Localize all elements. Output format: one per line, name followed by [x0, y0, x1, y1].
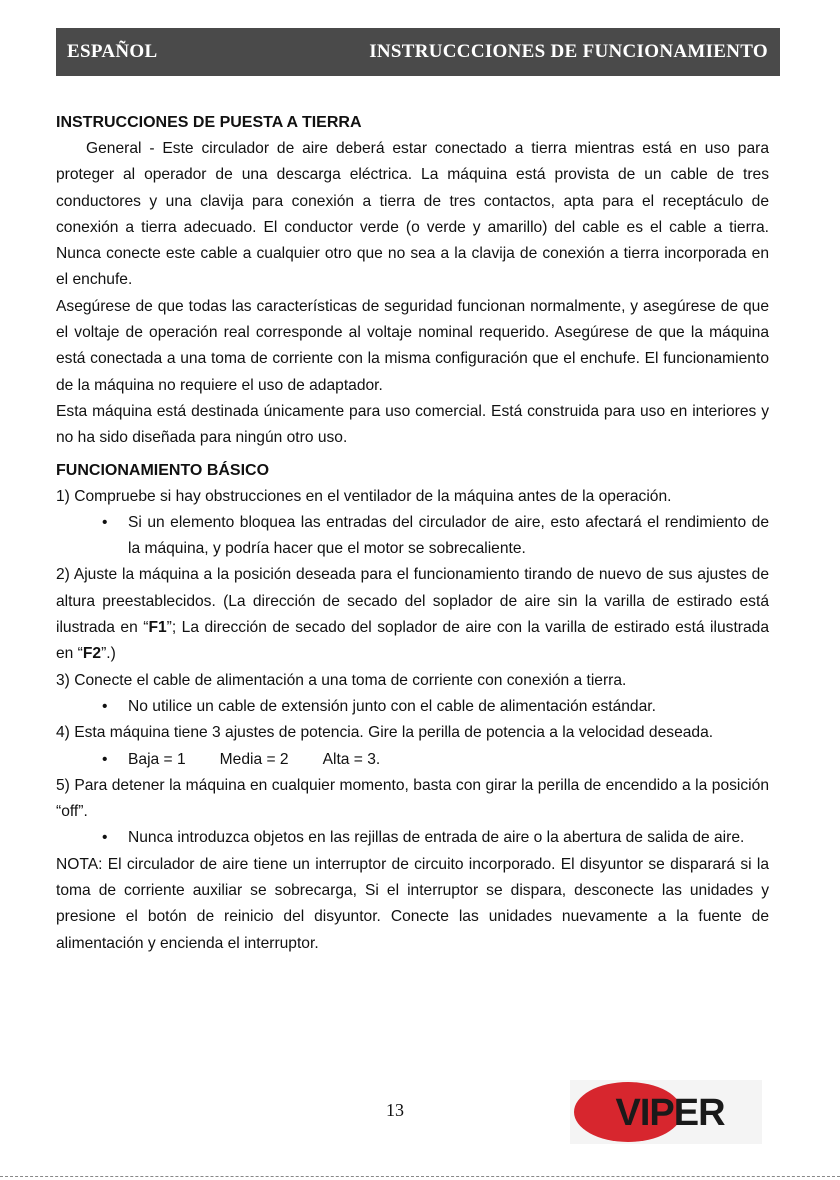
level-low: Baja = 1	[128, 750, 186, 768]
bullet-dot: •	[102, 829, 108, 847]
svg-text:VIPER: VIPER	[615, 1092, 725, 1134]
figure-ref-f1: F1	[148, 619, 167, 637]
step-4: 4) Esta máquina tiene 3 ajustes de potencia. Gire la perilla de potencia a la velocidad deseada.	[56, 724, 714, 742]
footer-divider	[0, 1176, 840, 1177]
grounding-heading: INSTRUCCIONES DE PUESTA A TIERRA	[56, 114, 362, 131]
power-levels	[56, 747, 769, 773]
bullet-dot: •	[102, 750, 108, 768]
note-paragraph: NOTA: El circulador de aire tiene un interruptor de circuito incorporado. El disyuntor se disparará si la toma de corriente auxiliar se sobrecarga, Si el interruptor se dispara, desconecte las unidades y presione el botón de reinicio del disyuntor. Conecte las unidades nuevamente a la fuente de alimentación y encienda el interruptor.	[56, 855, 769, 952]
bullet-item	[56, 510, 769, 563]
bullet-item	[56, 825, 769, 851]
step-3: 3) Conecte el cable de alimentación a una toma de corriente con conexión a tierra.	[56, 671, 627, 689]
grounding-paragraph-3: Esta máquina está destinada únicamente para uso comercial. Está construida para uso en interiores y no ha sido diseñada para ningún otro uso.	[56, 402, 769, 447]
level-high: Alta = 3.	[322, 750, 381, 768]
step-5: 5) Para detener la máquina en cualquier momento, basta con girar la perilla de encendido a la posición “off”.	[56, 776, 769, 821]
step-2-text-c: ”.)	[101, 645, 116, 663]
bullet-text: No utilice un cable de extensión junto con el cable de alimentación estándar.	[128, 697, 656, 715]
figure-ref-f2: F2	[82, 645, 102, 663]
bullet-item	[56, 694, 769, 720]
step-2-text-b: ”; La dirección de secado del soplador de aire con la varilla de estirado está ilustrada en “	[56, 619, 769, 663]
grounding-paragraph-2: Asegúrese de que todas las características de seguridad funcionan normalmente, y asegúrese de que el voltaje de operación real corresponde al voltaje nominal requerido. Asegúrese de que la máquina está conectada a una toma de corriente con la misma configuración que el enchufe. El funcionamiento de la máquina no requiere el uso de adaptador.	[56, 297, 769, 394]
bullet-dot: •	[102, 697, 108, 715]
page-content	[56, 110, 769, 957]
step-1: 1) Compruebe si hay obstrucciones en el ventilador de la máquina antes de la operación.	[56, 487, 672, 505]
page-header	[56, 28, 780, 76]
level-medium: Media = 2	[219, 750, 289, 768]
bullet-dot: •	[102, 513, 108, 531]
viper-logo	[570, 1080, 762, 1144]
step-2-text-a: 2) Ajuste la máquina a la posición deseada para el funcionamiento tirando de nuevo de sus ajustes de altura preestablecidos. (La dirección de secado del soplador de aire sin la varilla de estirado está ilustrada en “	[56, 566, 769, 637]
step-2	[56, 562, 769, 667]
bullet-text: Si un elemento bloquea las entradas del circulador de aire, esto afectará el rendimiento de la máquina, y podría hacer que el motor se sobrecaliente.	[128, 513, 769, 558]
header-language: ESPAÑOL	[67, 41, 158, 62]
page-number: 13	[386, 1100, 404, 1120]
basic-heading: FUNCIONAMIENTO BÁSICO	[56, 461, 270, 479]
header-title: INSTRUCCCIONES DE FUNCIONAMIENTO	[369, 41, 768, 62]
bullet-text: Nunca introduzca objetos en las rejillas de entrada de aire o la abertura de salida de aire.	[128, 829, 745, 847]
grounding-paragraph-1: General - Este circulador de aire deberá estar conectado a tierra mientras está en uso para proteger al operador de una descarga eléctrica. La máquina está provista de un cable de tres conductores y una clavija para conexión a tierra de tres contactos, apta para el receptáculo de conexión a tierra adecuado. El conductor verde (o verde y amarillo) del cable es el cable a tierra. Nunca conecte este cable a cualquier otro que no sea a la clavija de conexión a tierra incorporada en el enchufe.	[56, 140, 769, 289]
